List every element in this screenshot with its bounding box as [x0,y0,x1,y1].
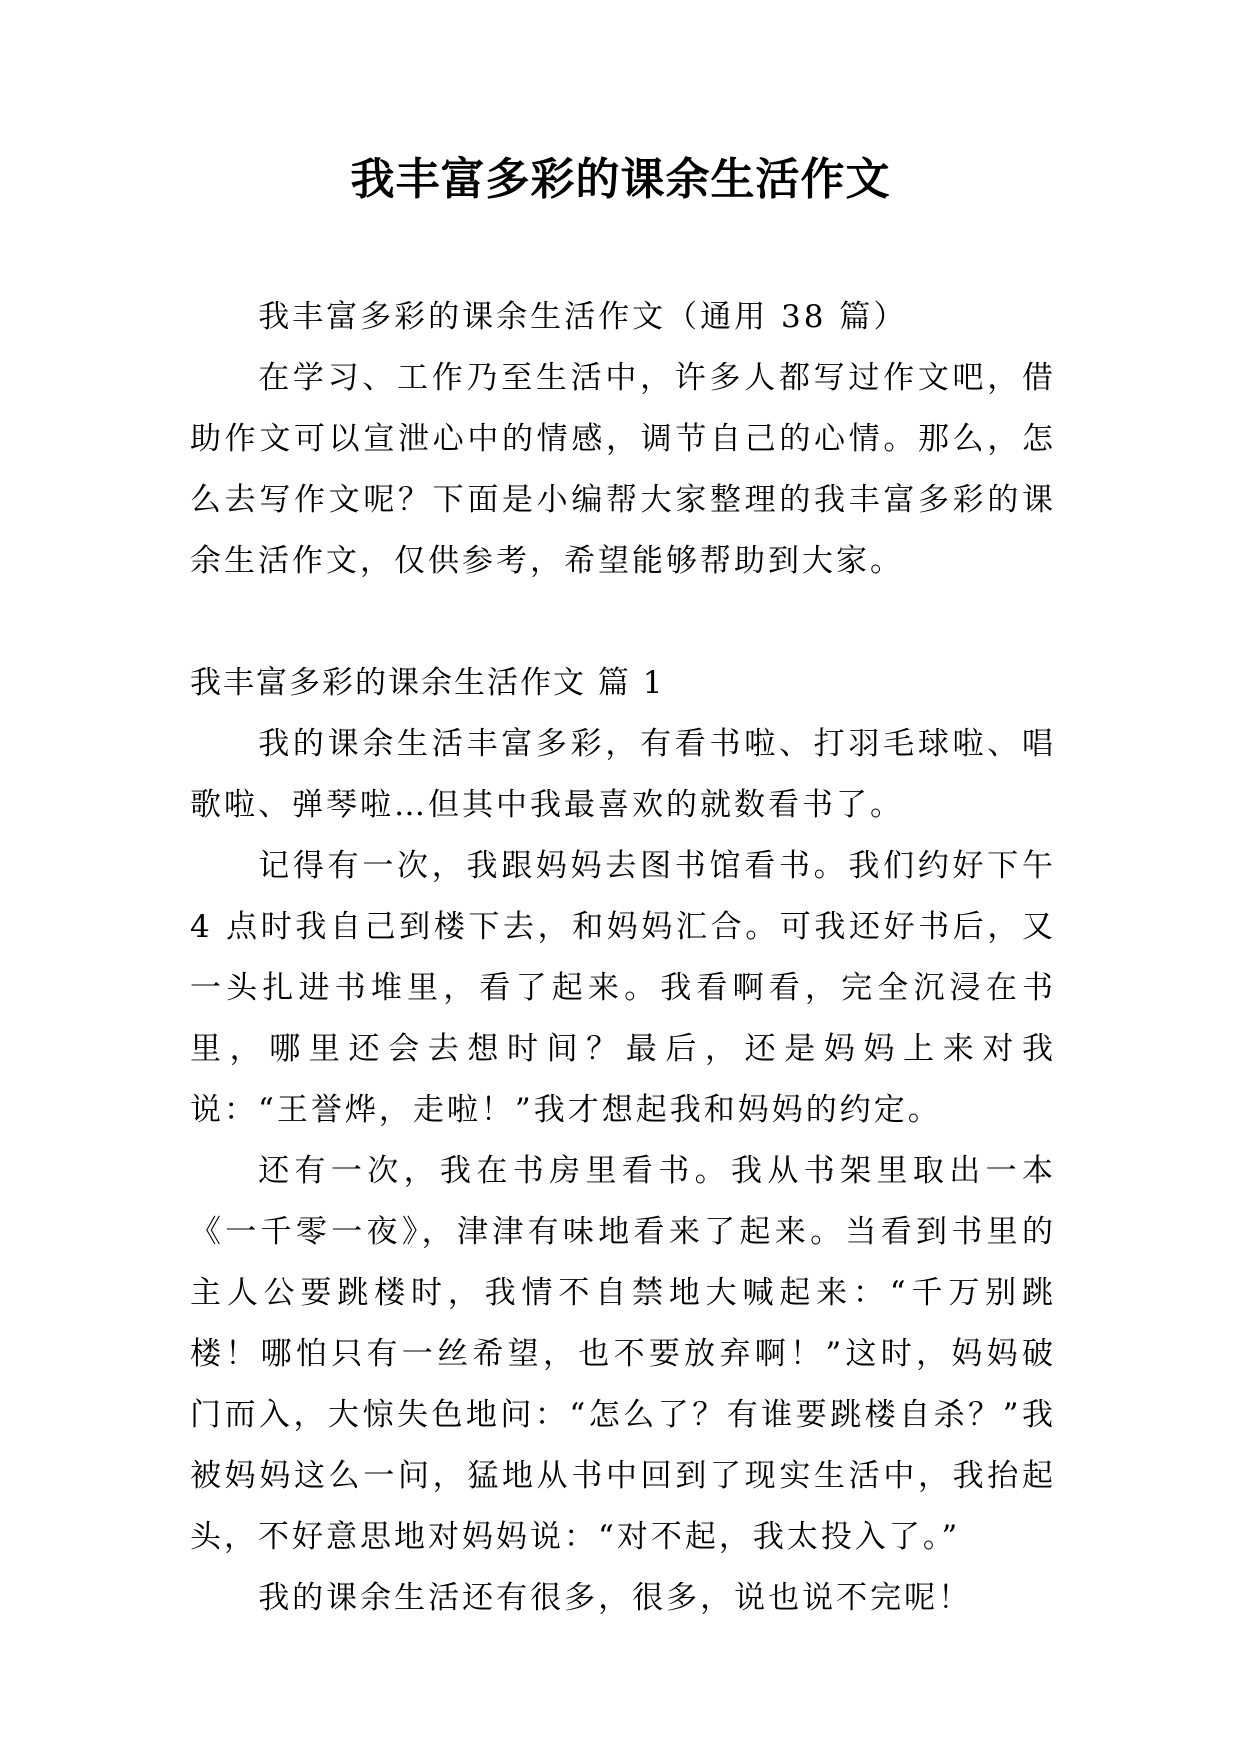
document-title: 我丰富多彩的课余生活作文 [350,154,891,205]
subtitle-paragraph: 我丰富多彩的课余生活作文（通用 38 篇） [258,299,908,335]
body-paragraph-3: 还有一次，我在书房里看书。我从书架里取出一本《一千零一夜》，津津有味地看来了起来。当看到书里的主人公要跳楼时，我情不自禁地大喊起来：“千万别跳楼！哪怕只有一丝希望，也不要放弃啊！”这时，妈妈破门而入，大惊失色地问：“怎么了？有谁要跳楼自杀？”我被妈妈这么一问，猛地从书中回到了现实生活中，我抬起头，不好意思地对妈妈说：“对不起，我太投入了。” [190,1153,1056,1555]
intro-paragraph: 在学习、工作乃至生活中，许多人都写过作文吧，借助作文可以宣泄心中的情感，调节自己的心情。那么，怎么去写作文呢？下面是小编帮大家整理的我丰富多彩的课余生活作文，仅供参考，希望能够帮助到大家。 [190,360,1056,579]
body-paragraph-4: 我的课余生活还有很多，很多，说也说不完呢！ [258,1580,973,1616]
section-heading: 我丰富多彩的课余生活作文 篇 1 [190,665,665,701]
body-paragraph-1: 我的课余生活丰富多彩，有看书啦、打羽毛球啦、唱歌啦、弹琴啦…但其中我最喜欢的就数看书了。 [190,726,1056,823]
document-body [190,287,1056,1629]
body-paragraph-2: 记得有一次，我跟妈妈去图书馆看书。我们约好下午 4 点时我自己到楼下去，和妈妈汇合。可我还好书后，又一头扎进书堆里，看了起来。我看啊看，完全沉浸在书里，哪里还会去想时间？最后，还是妈妈上来对我说：“王誉烨，走啦！”我才想起我和妈妈的约定。 [190,848,1056,1128]
